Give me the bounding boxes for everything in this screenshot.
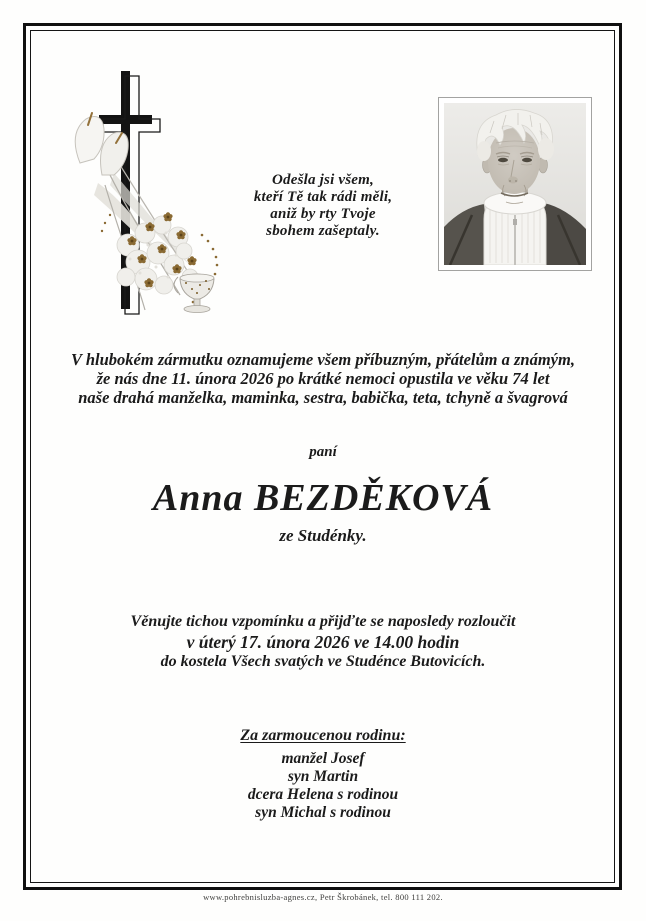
announcement-line: naše drahá manželka, maminka, sestra, babička, teta, tchyně a švagrová [78,388,568,407]
family-member: syn Martin [287,768,359,785]
deceased-portrait-photo [444,103,586,265]
announcement-line: V hlubokém zármutku oznamujeme všem příbuzným, přátelům a známým, [71,350,575,369]
poem-line: aniž by rty Tvoje [270,206,376,222]
deceased-origin: ze Studénky. [279,526,367,545]
urn-icon [174,274,214,313]
poem-line: Odešla jsi všem, [272,172,374,188]
farewell-invitation: Věnujte tichou vzpomínku a přijďte se naposledy rozloučit [130,613,516,630]
portrait-photo-frame [438,97,592,271]
memorial-poem [208,172,438,240]
deceased-name: Anna BEZDĚKOVÁ [152,477,494,519]
funeral-service-footer: www.pohrebnisluzba-agnes.cz, Petr Škrobánek, tel. 800 111 202. [203,892,443,902]
family-members-list [0,750,646,822]
family-heading: Za zarmoucenou rodinu: [240,727,406,744]
family-member: dcera Helena s rodinou [247,786,399,803]
farewell-info [0,612,646,672]
farewell-datetime: v úterý 17. února 2026 ve 14.00 hodin [186,632,460,652]
announcement-text [0,350,646,407]
farewell-location: do kostela Všech svatých ve Studénce Butovicích. [160,653,486,670]
announcement-line: že nás dne 11. února 2026 po krátké nemoci opustila ve věku 74 let [96,369,550,388]
honorific-title: paní [309,444,337,460]
family-member: manžel Josef [281,750,365,767]
poem-line: sbohem zašeptaly. [266,223,380,239]
poem-line: kteří Tě tak rádi měli, [253,189,393,205]
family-member: syn Michal s rodinou [255,804,391,821]
